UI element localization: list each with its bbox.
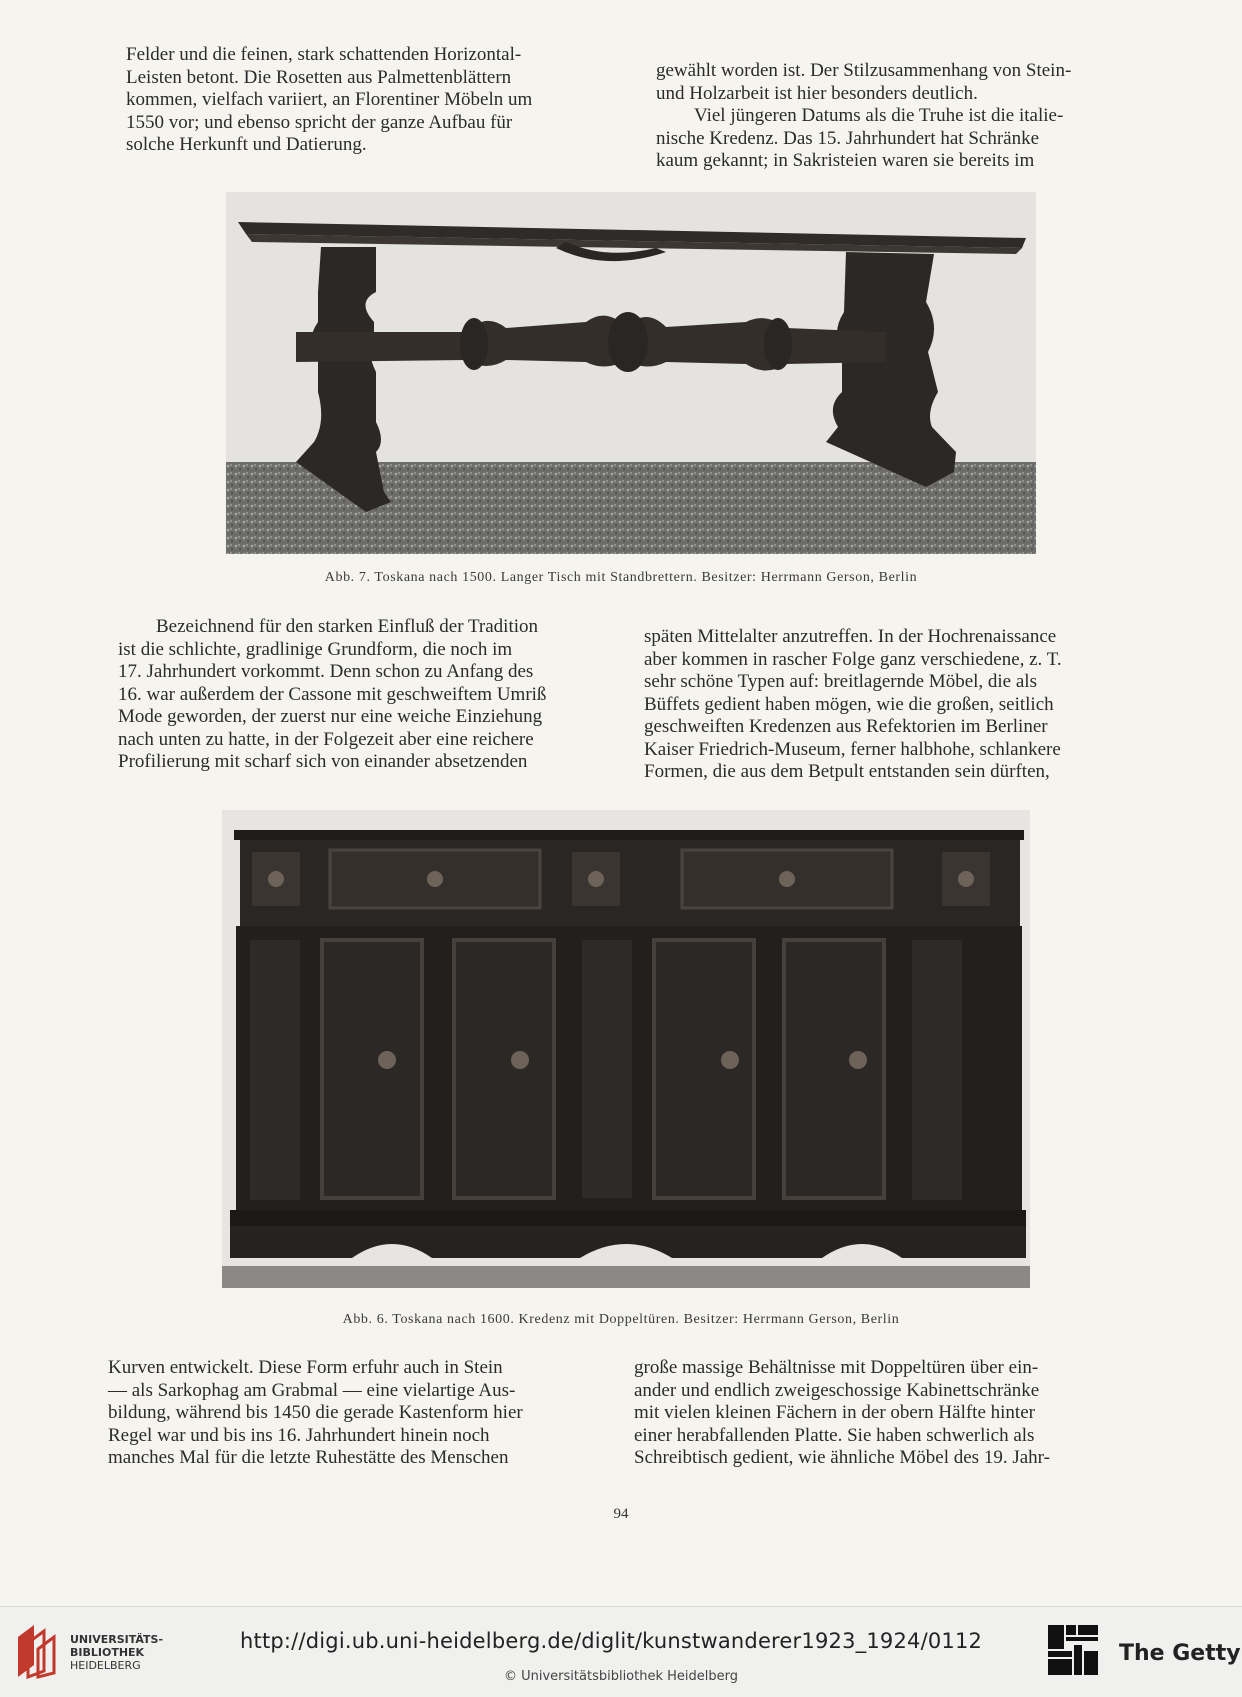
getty-wordmark: The Getty: [1119, 1641, 1241, 1666]
text-line: solche Herkunft und Datierung.: [126, 134, 367, 155]
text-column-bottom-right: [634, 1357, 1138, 1470]
credenza-illustration: [222, 810, 1030, 1288]
text-line: mit vielen kleinen Fächern in der obern Hälfte hinter: [634, 1402, 1035, 1423]
getty-logo-icon: [1046, 1623, 1100, 1677]
long-table-illustration: [226, 192, 1036, 554]
figure-6-photo: [222, 810, 1030, 1288]
university-library-name: [70, 1633, 163, 1672]
text-line: einer herabfallenden Platte. Sie haben schwerlich als: [634, 1424, 1035, 1446]
text-line: Felder und die feinen, stark schattenden Horizontal-: [126, 44, 522, 65]
text-line: kommen, vielfach variiert, an Florentiner Möbeln um: [126, 89, 533, 110]
text-line: ander und endlich zweigeschossige Kabinettschränke: [634, 1379, 1040, 1401]
text-line: nische Kredenz. Das 15. Jahrhundert hat Schränke: [656, 127, 1040, 149]
text-line: 16. war außerdem der Cassone mit geschweiftem Umriß: [118, 683, 547, 705]
figure-7-photo: [226, 192, 1036, 554]
digital-object-link[interactable]: http://digi.ub.uni-heidelberg.de/diglit/kunstwanderer1923_1924/0112: [240, 1629, 983, 1653]
text-line: Mode geworden, der zuerst nur eine weiche Einziehung: [118, 706, 543, 727]
page-number: 94: [613, 1506, 629, 1522]
text-line: Viel jüngeren Datums als die Truhe ist die italie-: [694, 105, 1064, 126]
text-line: Kaiser Friedrich-Museum, ferner halbhohe, schlankere: [644, 738, 1061, 760]
text-line: Bezeichnend für den starken Einfluß der Tradition: [156, 616, 539, 637]
copyright-notice: © Universitätsbibliothek Heidelberg: [503, 1669, 738, 1684]
figure-7-caption: Abb. 7. Toskana nach 1500. Langer Tisch mit Standbrettern. Besitzer: Herrmann Gerson, Berlin: [324, 570, 918, 585]
text-line: Regel war und bis ins 16. Jahrhundert hinein noch: [108, 1424, 490, 1446]
text-column-top-left: [126, 44, 630, 157]
text-line: Schreibtisch gedient, wie ähnliche Möbel des 19. Jahr-: [634, 1447, 1050, 1468]
text-column-middle-left: [118, 616, 622, 774]
text-line: Kurven entwickelt. Diese Form erfuhr auch in Stein: [108, 1357, 503, 1378]
text-line: kaum gekannt; in Sakristeien waren sie bereits im: [656, 150, 1035, 171]
text-line: Leisten betont. Die Rosetten aus Palmettenblättern: [126, 66, 512, 88]
text-column-top-right: [656, 60, 1158, 173]
text-line: geschweiften Kredenzen aus Refektorien im Berliner: [644, 716, 1048, 737]
library-line: HEIDELBERG: [70, 1659, 141, 1672]
text-line: bildung, während bis 1450 die gerade Kastenform hier: [108, 1402, 523, 1423]
figure-6-caption: Abb. 6. Toskana nach 1600. Kredenz mit Doppeltüren. Besitzer: Herrmann Gerson, Berlin: [342, 1312, 900, 1327]
text-line: manches Mal für die letzte Ruhestätte des Menschen: [108, 1447, 509, 1468]
text-line: — als Sarkophag am Grabmal — eine vielartige Aus-: [108, 1379, 516, 1401]
text-line: späten Mittelalter anzutreffen. In der Hochrenaissance: [644, 626, 1057, 647]
text-line: und Holzarbeit ist hier besonders deutlich.: [656, 82, 978, 104]
text-line: große massige Behältnisse mit Doppeltüren über ein-: [634, 1357, 1039, 1378]
footer-bar: [0, 1606, 1242, 1697]
text-column-bottom-left: [108, 1357, 612, 1470]
text-line: 17. Jahrhundert vorkommt. Denn schon zu Anfang des: [118, 661, 534, 682]
text-line: Formen, die aus dem Betpult entstanden sein dürften,: [644, 761, 1050, 782]
text-line: nach unten zu hatte, in der Folgezeit aber eine reichere: [118, 728, 534, 750]
text-line: Profilierung mit scharf sich von einander absetzenden: [118, 751, 528, 772]
text-line: ist die schlichte, gradlinige Grundform, die noch im: [118, 638, 513, 660]
text-line: 1550 vor; und ebenso spricht der ganze Aufbau für: [126, 111, 513, 133]
text-line: aber kommen in rascher Folge ganz verschiedene, z. T.: [644, 648, 1062, 670]
text-line: sehr schöne Typen auf: breitlagernde Möbel, die als: [644, 671, 1037, 692]
library-line: BIBLIOTHEK: [70, 1646, 145, 1659]
text-column-middle-right: [644, 626, 1150, 784]
library-line: UNIVERSITÄTS-: [70, 1633, 164, 1646]
text-line: gewählt worden ist. Der Stilzusammenhang von Stein-: [656, 60, 1072, 81]
text-line: Büffets gedient haben mögen, wie die großen, seitlich: [644, 693, 1054, 715]
